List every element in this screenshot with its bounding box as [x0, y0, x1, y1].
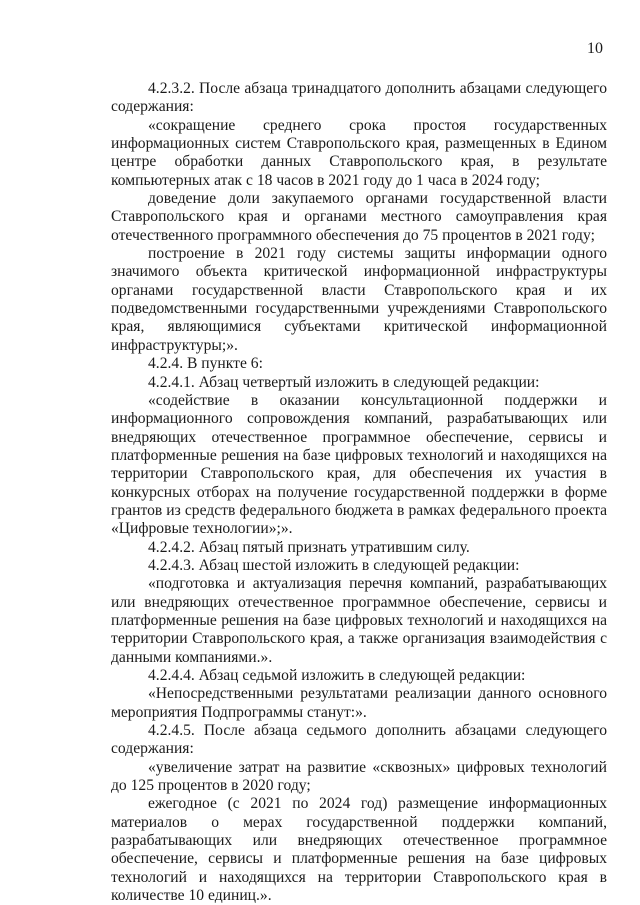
paragraph-4-2-4-5: 4.2.4.5. После абзаца седьмого дополнить абзацами следующего содержания:: [111, 722, 607, 758]
paragraph-4-2-4-3: 4.2.4.3. Абзац шестой изложить в следующей редакции:: [148, 556, 520, 574]
paragraph-quote-through-tech-costs: «увеличение затрат на развитие «сквозных» цифровых технологий до 125 процентов в 2020 году;: [111, 758, 607, 795]
paragraph-4-2-4-2: 4.2.4.2. Абзац пятый признать утратившим силу.: [148, 538, 470, 556]
page-number: 10: [587, 40, 603, 57]
paragraph-annual-info-materials: ежегодное (с 2021 по 2024 год) размещение информационных материалов о мерах государственной поддержки компаний, разрабатывающих или внедряющих отечественное программное обеспечение, сервисы и платформенные решения на базе цифровых технологий и находящихся на территории Ставропольского края в количестве 10 единиц.».: [111, 795, 607, 905]
paragraph-quote-reduce-downtime: «сокращение среднего срока простоя государственных информационных систем Ставропольского края, размещенных в Едином центре обработки данных Ставропольского края, в результате компьютерных атак с 18 часов в 2021 году до 1 часа в 2024 году;: [111, 116, 607, 189]
paragraph-domestic-software-share: доведение доли закупаемого органами государственной власти Ставропольского края и органами местного самоуправления края отечественного программного обеспечения до 75 процентов в 2021 году;: [111, 190, 607, 244]
paragraph-security-system: построение в 2021 году системы защиты информации одного значимого объекта критической информационной инфраструктуры органами государственной власти Ставропольского края и их подведомственными государственными учреждениями Ставропольского края, являющимися субъектами критической информационной инфраструктуры;».: [111, 245, 607, 354]
paragraph-4-2-4-1: 4.2.4.1. Абзац четвертый изложить в следующей редакции:: [148, 373, 540, 391]
paragraph-4-2-3-2: 4.2.3.2. После абзаца тринадцатого дополнить абзацами следующего содержания:: [111, 80, 607, 116]
paragraph-4-2-4: 4.2.4. В пункте 6:: [148, 355, 263, 373]
paragraph-quote-company-list: «подготовка и актуализация перечня компаний, разрабатывающих или внедряющих отечественное программное обеспечение, сервисы и платформенные решения на базе цифровых технологий и находящихся на территории Ставропольского края, а также организация взаимодействия с данными компаниями.».: [111, 575, 607, 666]
paragraph-4-2-4-4: 4.2.4.4. Абзац седьмой изложить в следующей редакции:: [148, 667, 526, 684]
paragraph-quote-direct-results: «Непосредственными результатами реализации данного основного мероприятия Подпрограммы станут:».: [111, 685, 607, 721]
paragraph-quote-consulting-support: «содействие в оказании консультационной поддержки и информационного сопровождения компаний, разрабатывающих или внедряющих отечественное программное обеспечение, сервисы и платформенные решения на базе цифровых технологий и находящихся на территории Ставропольского края, для обеспечения их участия в конкурсных отборах на получение государственной поддержки в форме грантов из средств федерального бюджета в рамках федерального проекта «Цифровые технологии»;».: [111, 391, 607, 538]
document-body: [111, 80, 607, 905]
